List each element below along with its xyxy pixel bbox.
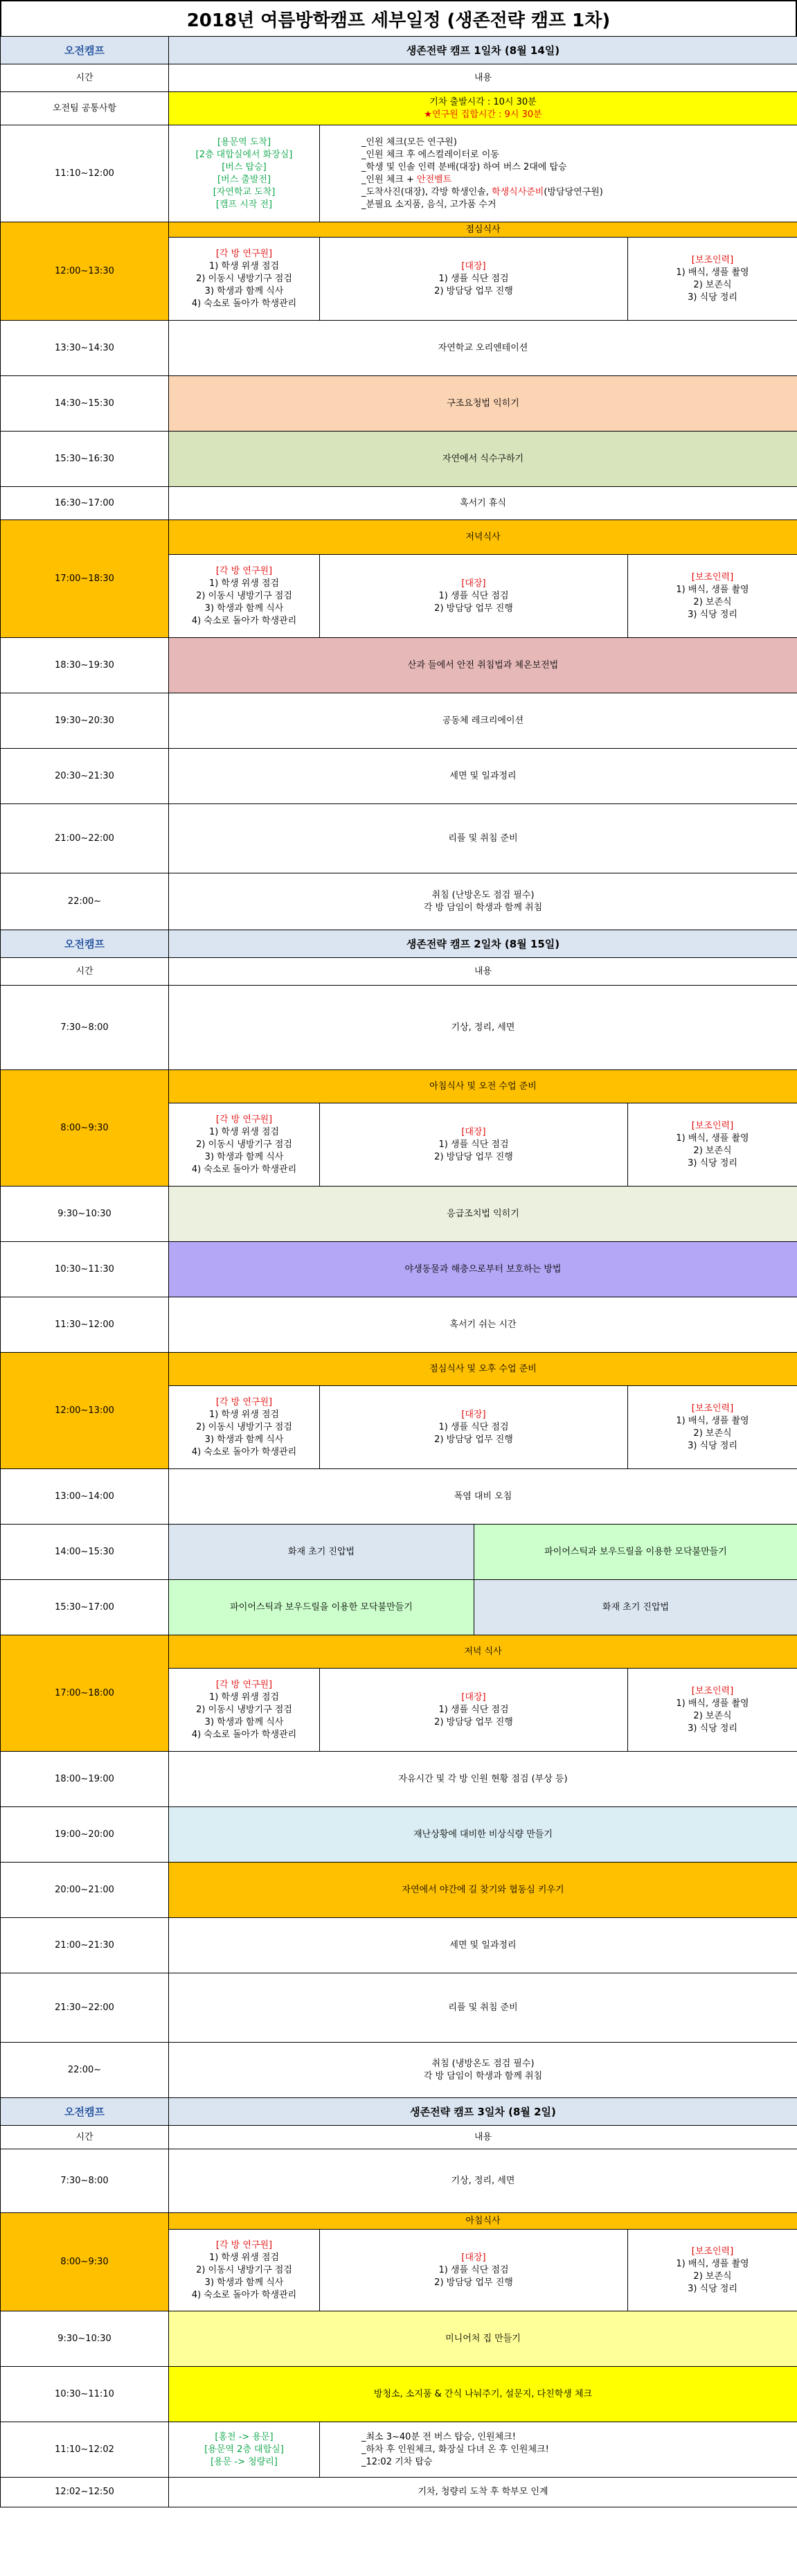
activity-cell	[169, 2043, 797, 2098]
time-cell: 14:00~15:30	[1, 1525, 169, 1580]
meal-leader	[320, 2230, 628, 2311]
activity-cell: 화재 초기 진압법	[474, 1580, 797, 1635]
meal-room-staff	[169, 1103, 320, 1187]
activity-cell-line: 각 방 담임이 학생과 함께 취침	[423, 2070, 543, 2081]
meal-prep-note: 학생식사준비	[492, 186, 544, 197]
activity-cell: 화재 초기 진압법	[169, 1525, 474, 1580]
arrival-detail-line	[361, 149, 794, 161]
meal-room-staff-line: 4) 숙소로 돌아가 학생관리	[191, 1446, 297, 1457]
meal-title: 아침식사	[169, 2213, 797, 2230]
col-content: 내용	[169, 958, 797, 986]
time-cell: 11:30~12:00	[1, 1297, 169, 1353]
meal-assistant-line: 3) 식당 정리	[688, 292, 737, 303]
table-row	[1, 958, 797, 986]
meal-room-staff-line: 3) 학생과 함께 식사	[204, 1716, 284, 1727]
section-header-left: 오전캠프	[1, 930, 169, 958]
meal-assistant-line: 3) 식당 정리	[688, 1157, 737, 1169]
activity-cell: 혹서기 휴식	[169, 487, 797, 520]
page-title: 2018년 여름방학캠프 세부일정 (생존전략 캠프 1차)	[0, 0, 797, 36]
meal-assistant-line: 3) 식당 정리	[688, 1440, 737, 1451]
meal-leader-line: 1) 생플 식단 점검	[438, 1704, 509, 1715]
time-cell: 19:00~20:00	[1, 1807, 169, 1863]
meal-assistant-line: 3) 식당 정리	[688, 609, 737, 620]
time-cell: 17:00~18:00	[1, 1635, 169, 1752]
table-row	[1, 1242, 797, 1297]
meal-leader	[320, 1669, 628, 1752]
meal-assistant-line: [보조인력]	[691, 571, 734, 583]
activity-cell: 응급조치법 익히기	[169, 1187, 797, 1242]
time-cell: 9:30~10:30	[1, 2311, 169, 2367]
meal-assistant-line: 1) 배식, 생플 촬영	[676, 2258, 749, 2269]
arrival-detail-text: _도착사진(대장), 각방 학생인솔,	[361, 186, 492, 197]
meal-room-staff-line: [각 방 연구원]	[215, 1679, 273, 1690]
activity-cell	[169, 873, 797, 930]
return-details-line: _하차 후 인원체크, 화장실 다녀 온 후 인원체크!	[361, 2444, 549, 2455]
time-cell: 17:00~18:30	[1, 520, 169, 638]
activity-cell: 세면 및 일과정리	[169, 1918, 797, 1973]
time-cell: 18:00~19:00	[1, 1752, 169, 1807]
meal-room-staff-line: [각 방 연구원]	[215, 565, 273, 576]
table-row	[1, 64, 797, 92]
table-row	[1, 1635, 797, 1669]
time-cell: 21:30~22:00	[1, 1973, 169, 2043]
arrival-steps-line: [2층 대합실에서 화장실]	[195, 149, 293, 160]
seatbelt-note: 안전벨트	[417, 174, 452, 185]
activity-cell: 구조요청법 익히기	[169, 376, 797, 432]
meal-room-staff-line: 4) 숙소로 돌아가 학생관리	[191, 298, 297, 309]
table-row	[1, 873, 797, 930]
meal-room-staff-line: 4) 숙소로 돌아가 학생관리	[191, 1729, 297, 1740]
table-row	[1, 1353, 797, 1386]
activity-cell: 야생동물과 해충으로부터 보호하는 방법	[169, 1242, 797, 1297]
time-cell: 21:00~22:00	[1, 804, 169, 873]
return-steps-line: [홍천 -> 용문]	[215, 2431, 274, 2442]
table-row	[1, 2367, 797, 2422]
return-steps	[169, 2422, 320, 2478]
meal-leader	[320, 555, 628, 638]
arrival-detail-line	[361, 161, 794, 174]
meal-assistant	[628, 555, 797, 638]
time-cell: 10:30~11:10	[1, 2367, 169, 2422]
arrival-detail-line	[361, 199, 794, 211]
arrival-steps-line: [자연학교 도착]	[213, 186, 276, 197]
time-cell: 10:30~11:30	[1, 1242, 169, 1297]
meal-assistant	[628, 1669, 797, 1752]
activity-cell: 폭염 대비 오침	[169, 1469, 797, 1525]
table-row	[1, 638, 797, 693]
meal-room-staff-line: [각 방 연구원]	[215, 1396, 273, 1407]
section-header-right: 생존전략 캠프 2일차 (8월 15일)	[169, 930, 797, 958]
arrival-detail-line	[361, 174, 794, 186]
table-row	[1, 986, 797, 1070]
meal-assistant-line: [보조인력]	[691, 1120, 734, 1131]
meal-room-staff	[169, 555, 320, 638]
meal-room-staff-line: 1) 학생 위생 점검	[208, 260, 280, 272]
table-row	[1, 2311, 797, 2367]
time-cell: 8:00~9:30	[1, 1070, 169, 1187]
activity-cell-line: 취침 (냉방온도 점검 필수)	[431, 2058, 535, 2069]
meal-assistant-line: [보조인력]	[691, 1685, 734, 1696]
table-row	[1, 1070, 797, 1103]
meal-assistant-line: 2) 보존식	[693, 1710, 732, 1721]
table-row	[1, 222, 797, 238]
time-cell: 21:00~21:30	[1, 1918, 169, 1973]
col-time: 시간	[1, 64, 169, 92]
meal-leader	[320, 1386, 628, 1469]
table-row	[1, 1918, 797, 1973]
meal-assistant-line: 2) 보존식	[693, 279, 732, 290]
activity-cell: 혹서기 쉬는 시간	[169, 1297, 797, 1353]
table-row	[1, 2213, 797, 2230]
meal-room-staff-line: 2) 이동시 냉방기구 점검	[196, 2264, 292, 2275]
table-row	[1, 2422, 797, 2478]
activity-cell: 방청소, 소지품 & 간식 나눠주기, 설문지, 다친학생 체크	[169, 2367, 797, 2422]
meal-assistant-line: 1) 배식, 생플 촬영	[676, 1132, 749, 1144]
meal-leader-line: 2) 방담당 업무 진행	[434, 603, 513, 614]
activity-cell: 리플 및 취침 준비	[169, 1973, 797, 2043]
meal-title: 점심식사	[169, 222, 797, 238]
meal-room-staff	[169, 1669, 320, 1752]
meal-room-staff-line: [각 방 연구원]	[215, 248, 273, 259]
activity-cell: 자연에서 야간에 길 찾기와 협동심 키우기	[169, 1863, 797, 1918]
time-cell: 12:00~13:00	[1, 1353, 169, 1469]
meal-assistant-line: 2) 보존식	[693, 1428, 732, 1439]
meal-room-staff-line: 4) 숙소로 돌아가 학생관리	[191, 2289, 297, 2300]
table-row	[1, 1807, 797, 1863]
activity-cell: 자유시간 및 각 방 인원 현황 점검 (부상 등)	[169, 1752, 797, 1807]
time-cell: 18:30~19:30	[1, 638, 169, 693]
time-cell: 16:30~17:00	[1, 487, 169, 520]
meal-leader-line: 1) 생플 식단 점검	[438, 2264, 509, 2275]
activity-cell: 산과 들에서 안전 취침법과 체온보전법	[169, 638, 797, 693]
table-row	[1, 2043, 797, 2098]
meal-leader	[320, 1103, 628, 1187]
table-row	[1, 92, 797, 125]
schedule-table	[0, 36, 797, 2507]
time-cell: 7:30~8:00	[1, 2149, 169, 2213]
time-cell: 15:30~16:30	[1, 432, 169, 487]
meal-room-staff-line: 4) 숙소로 돌아가 학생관리	[191, 615, 297, 626]
arrival-detail-text: _분필요 소지품, 음식, 고가품 수거	[361, 199, 496, 210]
meal-assistant-line: 2) 보존식	[693, 2271, 732, 2282]
common-notes-line: 기차 출발시각 : 10시 30분	[429, 96, 537, 107]
time-cell: 14:30~15:30	[1, 376, 169, 432]
table-row	[1, 1297, 797, 1353]
meal-leader-line: 2) 방담당 업무 진행	[434, 285, 513, 296]
meal-assistant-line: 3) 식당 정리	[688, 2283, 737, 2294]
table-row	[1, 1863, 797, 1918]
meal-room-staff-line: 2) 이동시 냉방기구 점검	[196, 273, 292, 284]
table-row	[1, 1187, 797, 1242]
time-cell: 9:30~10:30	[1, 1187, 169, 1242]
meal-room-staff-line: 1) 학생 위생 점검	[208, 2252, 280, 2263]
activity-cell-line: 취침 (난방온도 점검 필수)	[431, 889, 535, 900]
meal-leader-line: 2) 방담당 업무 진행	[434, 2277, 513, 2288]
activity-cell: 자연학교 오리엔테이션	[169, 321, 797, 376]
meal-room-staff-line: 1) 학생 위생 점검	[208, 578, 280, 589]
activity-cell-line: 각 방 담임이 학생과 함께 취침	[423, 902, 543, 913]
table-row	[1, 432, 797, 487]
time-cell: 12:00~13:30	[1, 222, 169, 321]
meal-assistant-line: [보조인력]	[691, 1403, 734, 1414]
meal-assistant-line: 3) 식당 정리	[688, 1723, 737, 1734]
time-cell: 오전팀 공통사항	[1, 92, 169, 125]
table-row	[1, 520, 797, 555]
meal-leader-line: [대장]	[461, 2252, 486, 2263]
activity-cell: 기차, 청량리 도착 후 학부모 인계	[169, 2478, 797, 2507]
table-row	[1, 693, 797, 749]
activity-cell: 기상, 정리, 세면	[169, 2149, 797, 2213]
section-header-right: 생존전략 캠프 3일차 (8월 2일)	[169, 2098, 797, 2126]
meal-room-staff	[169, 2230, 320, 2311]
time-cell: 13:30~14:30	[1, 321, 169, 376]
return-details-line: _최소 3~40분 전 버스 탑승, 인원체크!	[361, 2431, 516, 2442]
meal-assistant	[628, 238, 797, 321]
meal-leader-line: [대장]	[461, 1691, 486, 1703]
meal-leader	[320, 238, 628, 321]
meal-leader-line: [대장]	[461, 260, 486, 272]
col-content: 내용	[169, 64, 797, 92]
return-details	[320, 2422, 797, 2478]
meal-room-staff-line: 2) 이동시 냉방기구 점검	[196, 1704, 292, 1715]
arrival-steps-line: [캠프 시작 전]	[215, 199, 273, 210]
time-cell: 19:30~20:30	[1, 693, 169, 749]
meal-leader-line: [대장]	[461, 1126, 486, 1137]
table-row	[1, 1580, 797, 1635]
meal-room-staff	[169, 1386, 320, 1469]
return-steps-line: [용문역 2층 대합실]	[204, 2444, 284, 2455]
section-header-left: 오전캠프	[1, 2098, 169, 2126]
section-header-left: 오전캠프	[1, 37, 169, 64]
meal-leader-line: 2) 방담당 업무 진행	[434, 1151, 513, 1162]
meal-leader-line: 1) 생플 식단 점검	[438, 1421, 509, 1432]
table-row	[1, 2126, 797, 2149]
meal-room-staff-line: 3) 학생과 함께 식사	[204, 1434, 284, 1445]
arrival-steps-line: [용문역 도착]	[217, 136, 271, 148]
meal-leader-line: 2) 방담당 업무 진행	[434, 1434, 513, 1445]
col-content: 내용	[169, 2126, 797, 2149]
meal-room-staff-line: 2) 이동시 냉방기구 점검	[196, 1139, 292, 1150]
meal-leader-line: [대장]	[461, 578, 486, 589]
time-cell: 11:10~12:00	[1, 125, 169, 222]
meal-assistant	[628, 2230, 797, 2311]
activity-cell: 파이어스틱과 보우드릴을 이용한 모닥불만들기	[474, 1525, 797, 1580]
meal-assistant-line: 1) 배식, 생플 촬영	[676, 1698, 749, 1709]
table-row	[1, 487, 797, 520]
meal-room-staff-line: 1) 학생 위생 점검	[208, 1126, 280, 1137]
table-row	[1, 749, 797, 804]
activity-cell: 세면 및 일과정리	[169, 749, 797, 804]
arrival-steps-line: [버스 탑승]	[222, 161, 267, 172]
meal-room-staff-line: 3) 학생과 함께 식사	[204, 285, 284, 296]
table-row	[1, 1469, 797, 1525]
activity-cell: 공동체 레크리에이션	[169, 693, 797, 749]
meal-title: 점심식사 및 오후 수업 준비	[169, 1353, 797, 1386]
col-time: 시간	[1, 958, 169, 986]
arrival-detail-text: _인원 체크 +	[361, 174, 418, 185]
meal-title: 저녁식사	[169, 520, 797, 555]
time-cell: 20:30~21:30	[1, 749, 169, 804]
meal-prep-owner: (방담당연구원)	[544, 186, 603, 197]
common-notes-line: ★연구원 집합시간 : 9시 30분	[424, 109, 542, 120]
time-cell: 22:00~	[1, 2043, 169, 2098]
meal-room-staff-line: [각 방 연구원]	[215, 1114, 273, 1125]
meal-assistant-line: 1) 배식, 생플 촬영	[676, 584, 749, 595]
common-notes	[169, 92, 797, 125]
meal-assistant	[628, 1386, 797, 1469]
table-row	[1, 321, 797, 376]
activity-cell: 자연에서 식수구하기	[169, 432, 797, 487]
activity-cell: 기상, 정리, 세면	[169, 986, 797, 1070]
meal-room-staff-line: 4) 숙소로 돌아가 학생관리	[191, 1164, 297, 1175]
meal-room-staff-line: 2) 이동시 냉방기구 점검	[196, 590, 292, 601]
meal-title: 아침식사 및 오전 수업 준비	[169, 1070, 797, 1103]
meal-leader-line: 1) 생플 식단 점검	[438, 273, 509, 284]
meal-room-staff-line: 1) 학생 위생 점검	[208, 1691, 280, 1703]
table-row	[1, 1525, 797, 1580]
meal-room-staff-line: 3) 학생과 함께 식사	[204, 2277, 284, 2288]
meal-assistant	[628, 1103, 797, 1187]
arrival-detail-line	[361, 186, 794, 199]
table-row	[1, 1973, 797, 2043]
col-time: 시간	[1, 2126, 169, 2149]
activity-cell: 재난상황에 대비한 비상식량 만들기	[169, 1807, 797, 1863]
time-cell: 22:00~	[1, 873, 169, 930]
arrival-details	[320, 125, 797, 222]
time-cell: 7:30~8:00	[1, 986, 169, 1070]
meal-assistant-line: 2) 보존식	[693, 596, 732, 607]
table-row	[1, 1752, 797, 1807]
table-row	[1, 376, 797, 432]
activity-cell: 파이어스틱과 보우드릴을 이용한 모닥불만들기	[169, 1580, 474, 1635]
meal-room-staff	[169, 238, 320, 321]
arrival-detail-text: _학생 및 인솔 인력 분배(대장) 하여 버스 2대에 탑승	[361, 161, 567, 172]
section-header-right: 생존전략 캠프 1일차 (8월 14일)	[169, 37, 797, 64]
meal-assistant-line: [보조인력]	[691, 2246, 734, 2257]
meal-leader-line: 1) 생플 식단 점검	[438, 590, 509, 601]
arrival-steps	[169, 125, 320, 222]
arrival-detail-text: _인원 체크(모든 연구원)	[361, 136, 457, 148]
meal-room-staff-line: 3) 학생과 함께 식사	[204, 603, 284, 614]
return-steps-line: [용문 -> 청량리]	[211, 2456, 278, 2467]
meal-assistant-line: 1) 배식, 생플 촬영	[676, 1415, 749, 1426]
table-row	[1, 2478, 797, 2507]
meal-leader-line: 2) 방담당 업무 진행	[434, 1716, 513, 1727]
arrival-steps-line: [버스 출발전]	[217, 174, 271, 185]
meal-room-staff-line: [각 방 연구원]	[215, 2239, 273, 2250]
meal-room-staff-line: 1) 학생 위생 점검	[208, 1409, 280, 1420]
table-row	[1, 2149, 797, 2213]
meal-assistant-line: 1) 배식, 생플 촬영	[676, 267, 749, 278]
time-cell: 13:00~14:00	[1, 1469, 169, 1525]
arrival-detail-text: _인원 체크 후 에스컬레이터로 이동	[361, 149, 499, 160]
table-row	[1, 37, 797, 64]
meal-room-staff-line: 3) 학생과 함께 식사	[204, 1151, 284, 1162]
time-cell: 20:00~21:00	[1, 1863, 169, 1918]
activity-cell: 리플 및 취침 준비	[169, 804, 797, 873]
meal-title: 저녁 식사	[169, 1635, 797, 1669]
meal-leader-line: [대장]	[461, 1409, 486, 1420]
meal-assistant-line: 2) 보존식	[693, 1145, 732, 1156]
activity-cell: 미니어처 집 만들기	[169, 2311, 797, 2367]
meal-assistant-line: [보조인력]	[691, 254, 734, 265]
time-cell: 15:30~17:00	[1, 1580, 169, 1635]
time-cell: 8:00~9:30	[1, 2213, 169, 2311]
meal-leader-line: 1) 생플 식단 점검	[438, 1139, 509, 1150]
arrival-detail-line	[361, 136, 794, 149]
time-cell: 12:02~12:50	[1, 2478, 169, 2507]
table-row	[1, 930, 797, 958]
return-details-line: _12:02 기차 탑승	[361, 2456, 433, 2467]
meal-room-staff-line: 2) 이동시 냉방기구 점검	[196, 1421, 292, 1432]
time-cell: 11:10~12:02	[1, 2422, 169, 2478]
table-row	[1, 804, 797, 873]
table-row	[1, 2098, 797, 2126]
table-row	[1, 125, 797, 222]
